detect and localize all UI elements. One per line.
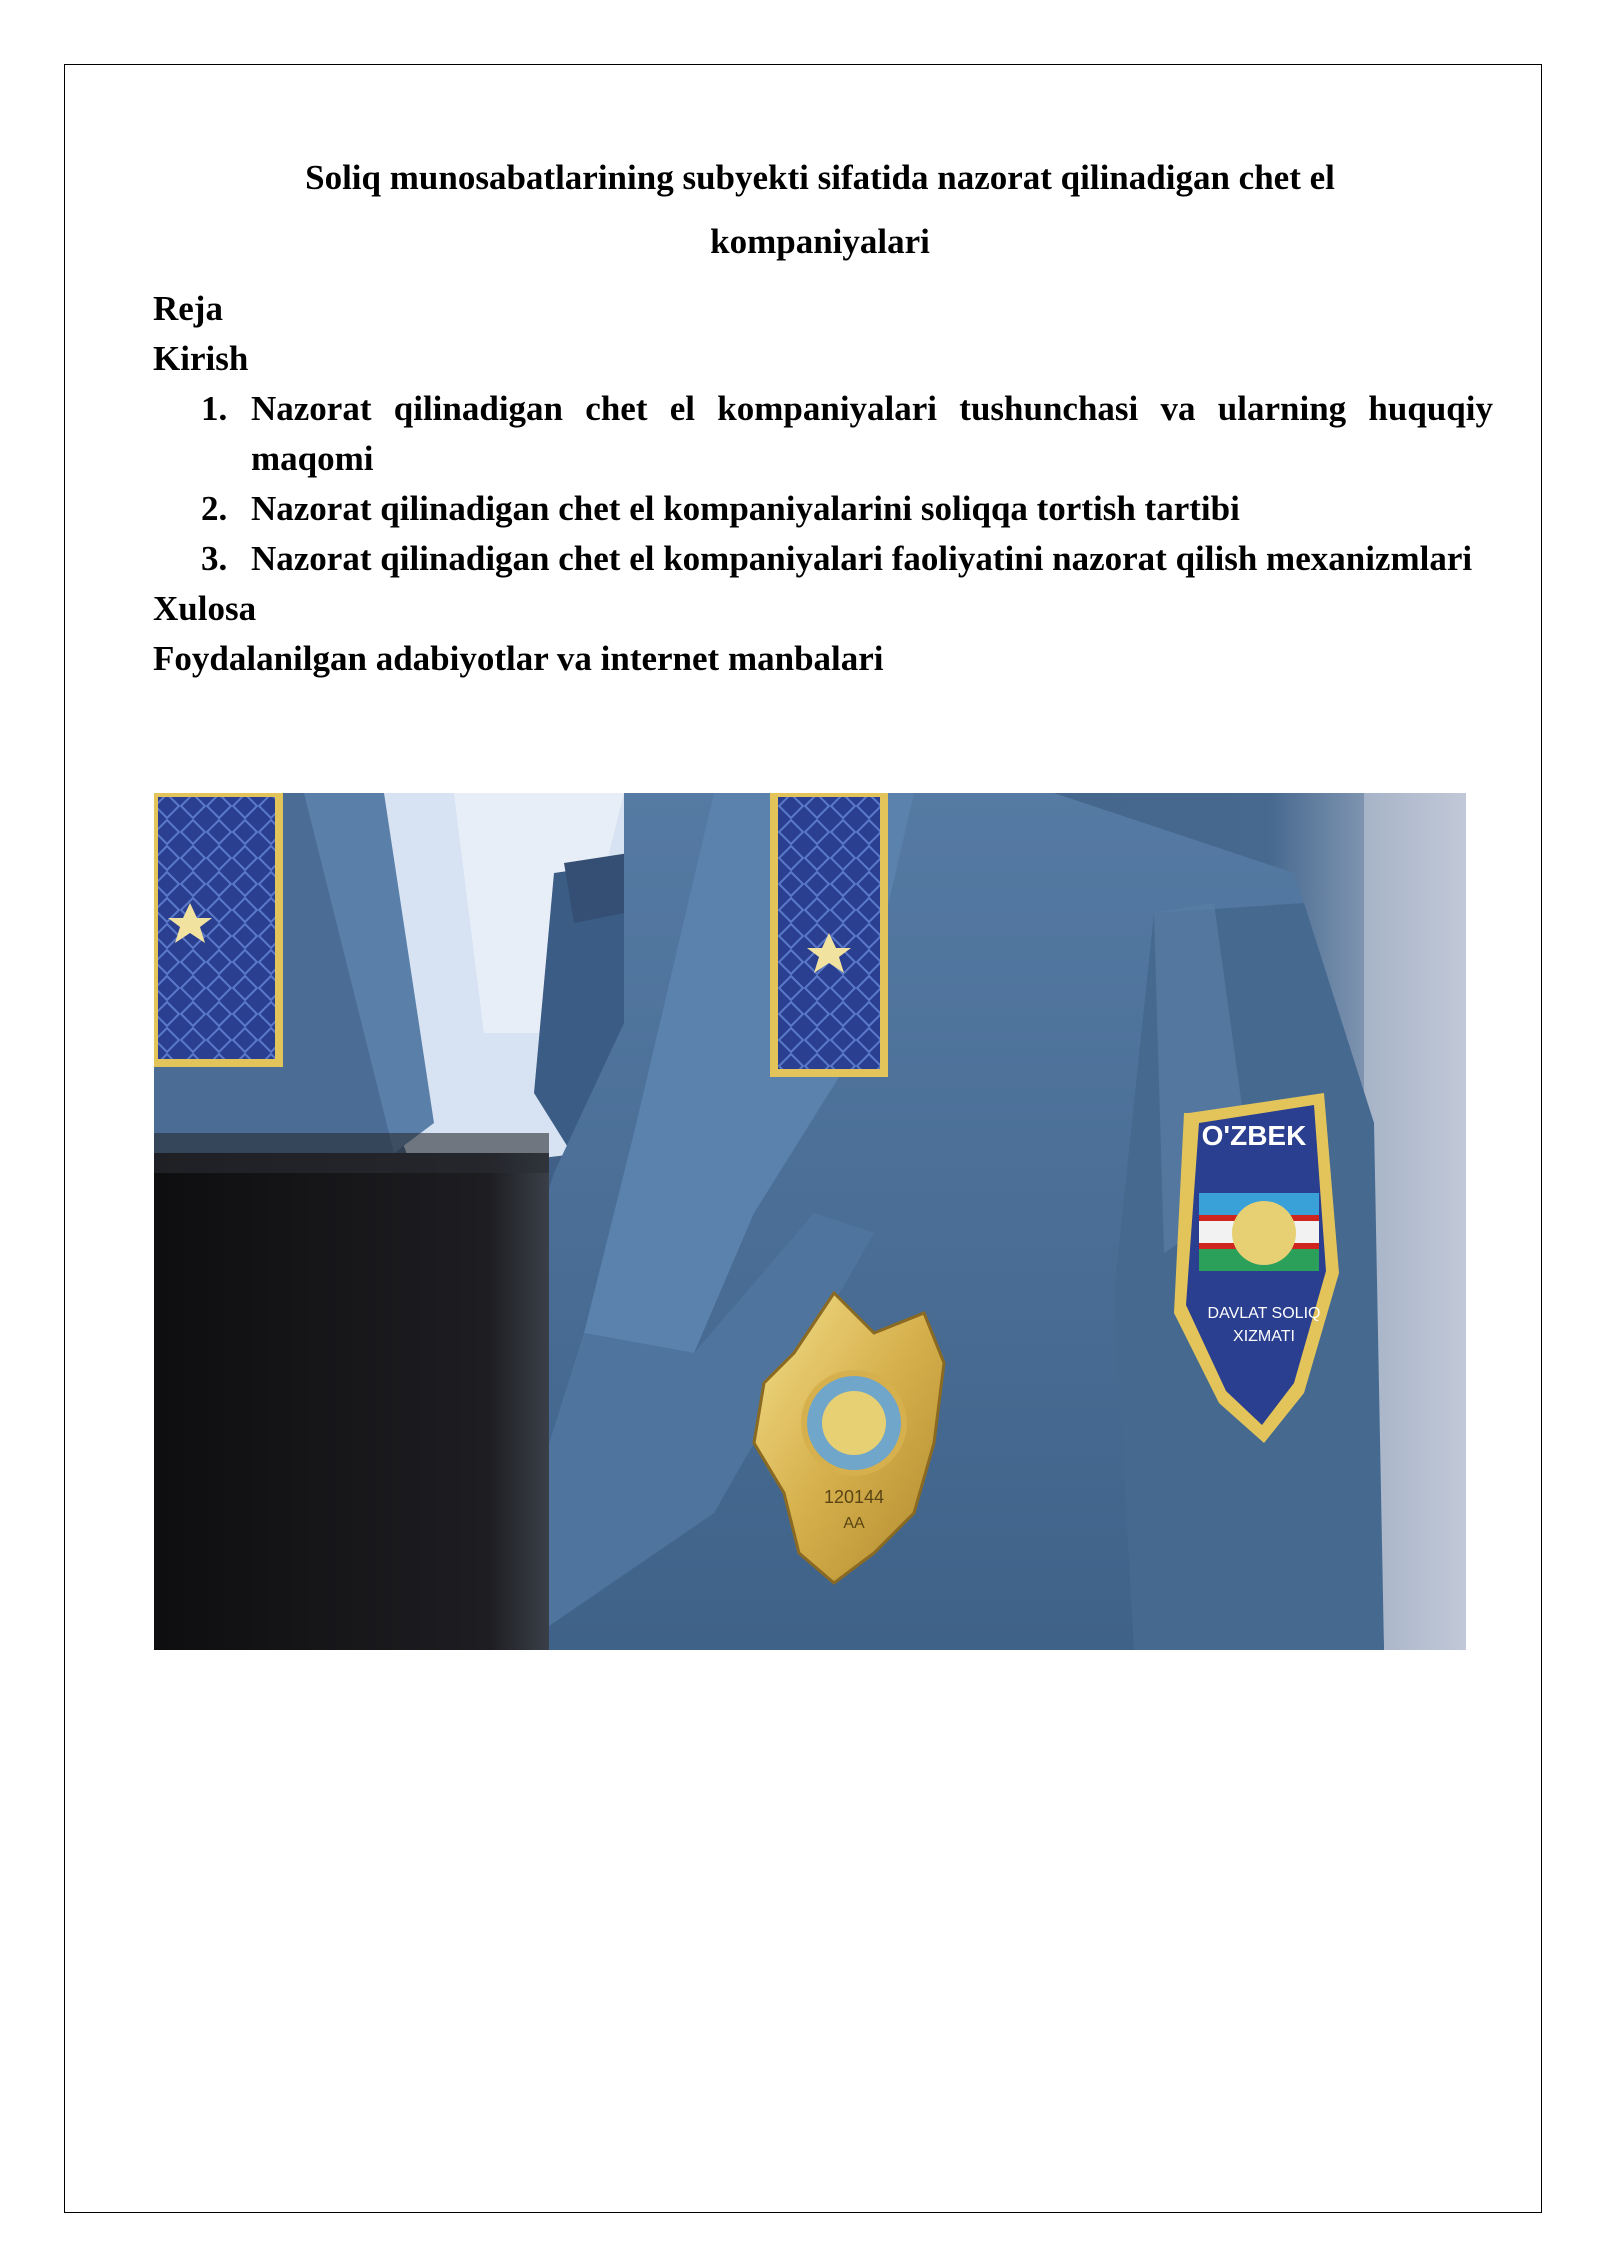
plan-item-number: 2. (201, 489, 228, 528)
intro-entry: Kirish (153, 339, 249, 378)
table-of-contents (153, 284, 1493, 684)
uniform-photo (154, 793, 1466, 1650)
title-line-2: kompaniyalari (710, 222, 930, 261)
monitor (154, 1153, 549, 1650)
plan-item-3 (153, 534, 1493, 584)
plan-item-1 (153, 384, 1493, 484)
plan-item-2 (153, 484, 1493, 534)
plan-item-text: Nazorat qilinadigan chet el kompaniyalari faoliyatini nazorat qilish mexanizmlari (251, 539, 1473, 578)
shoulder-board-right (774, 793, 884, 1073)
uniform-photo-illustration (154, 793, 1466, 1650)
patch-text-bottom-1: DAVLAT SOLIQ (1207, 1305, 1321, 1322)
plan-heading: Reja (153, 289, 223, 328)
plan-item-number: 1. (201, 389, 228, 428)
plan-list (153, 384, 1493, 584)
plan-item-text: Nazorat qilinadigan chet el kompaniyalarini soliqqa tortish tartibi (251, 489, 1240, 528)
plan-item-number: 3. (201, 539, 228, 578)
shoulder-board-left (154, 793, 279, 1063)
badge-series: AA (843, 1515, 865, 1532)
plan-item-text: Nazorat qilinadigan chet el kompaniyalari tushunchasi va ularning huquqiy maqomi (251, 389, 1493, 478)
title-line-1: Soliq munosabatlarining subyekti sifatida nazorat qilinadigan chet el (305, 158, 1335, 197)
references-entry: Foydalanilgan adabiyotlar va internet manbalari (153, 639, 884, 678)
badge-number: 120144 (823, 1487, 885, 1507)
conclusion-entry: Xulosa (153, 589, 257, 628)
document-title (150, 146, 1490, 274)
patch-text-top: O'ZBEK (1201, 1120, 1307, 1151)
patch-text-bottom-2: XIZMATI (1233, 1328, 1295, 1345)
